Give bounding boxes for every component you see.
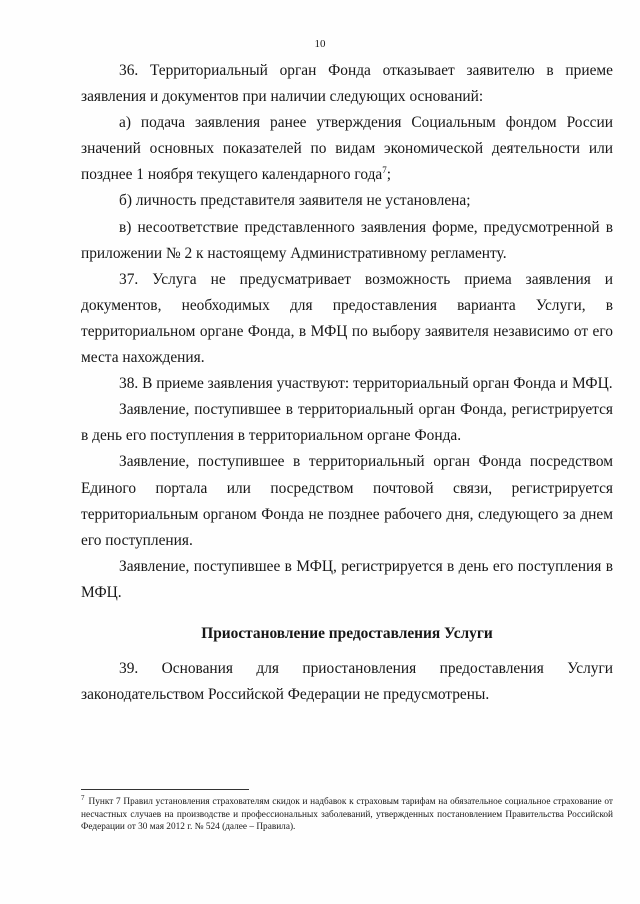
section-heading: Приостановление предоставления Услуги [201,624,493,642]
paragraph-36a-end: ; [386,166,392,184]
paragraph-37: 37. Услуга не предусматривает возможность приема заявления и документов, необходимых для предоставления варианта Услуги, в территориальном органе Фонда, в МФЦ по выбору заявителя независимо от его места нахождения. [81,270,613,367]
footnote-reference: 7 [382,165,387,176]
page-number: 10 [314,38,326,50]
paragraph-38: 38. В приеме заявления участвуют: территориальный орган Фонда и МФЦ. [119,375,613,393]
paragraph-39-line1: 39. Основания для приостановления предоставления Услуги [119,660,613,678]
document-body [81,58,613,708]
footnote-mark: 7 [81,793,85,802]
paragraph-38-registration-mfc: Заявление, поступившее в МФЦ, регистрируется в день его поступления в МФЦ. [81,557,613,601]
paragraph-36c: в) несоответствие представленного заявления форме, предусмотренной в приложении № 2 к настоящему Административному регламенту. [81,218,613,262]
paragraph-38-registration-portal: Заявление, поступившее в территориальный орган Фонда посредством Единого портала или посредством почтовой связи, регистрируется территориальным органом Фонда не позднее рабочего дня, следующего за днем его поступления. [81,453,613,549]
paragraph-36a [81,110,613,188]
paragraph-36a-text: а) подача заявления ранее утверждения Социальным фондом России значений основных показателей по видам экономической деятельности или позднее 1 ноября текущего календарного года [81,114,613,184]
paragraph-36: 36. Территориальный орган Фонда отказывает заявителю в приеме заявления и документов при наличии следующих оснований: [81,62,613,106]
footnote-text: Пункт 7 Правил установления страхователям скидок и надбавок к страховым тарифам на обязательное социальное страхование от несчастных случаев на производстве и профессиональных заболеваний, утвержденных постановлением Правительства Российской Федерации от 30 мая 2012 г. № 524 (далее – Правила). [81,797,613,832]
paragraph-38-registration-fund: Заявление, поступившее в территориальный орган Фонда, регистрируется в день его поступления в территориальном органе Фонда. [81,401,613,445]
footnote [81,793,613,834]
paragraph-39-line2: законодательством Российской Федерации не предусмотрены. [81,686,490,704]
paragraph-36b: б) личность представителя заявителя не установлена; [119,192,471,210]
footnote-divider [81,789,249,790]
